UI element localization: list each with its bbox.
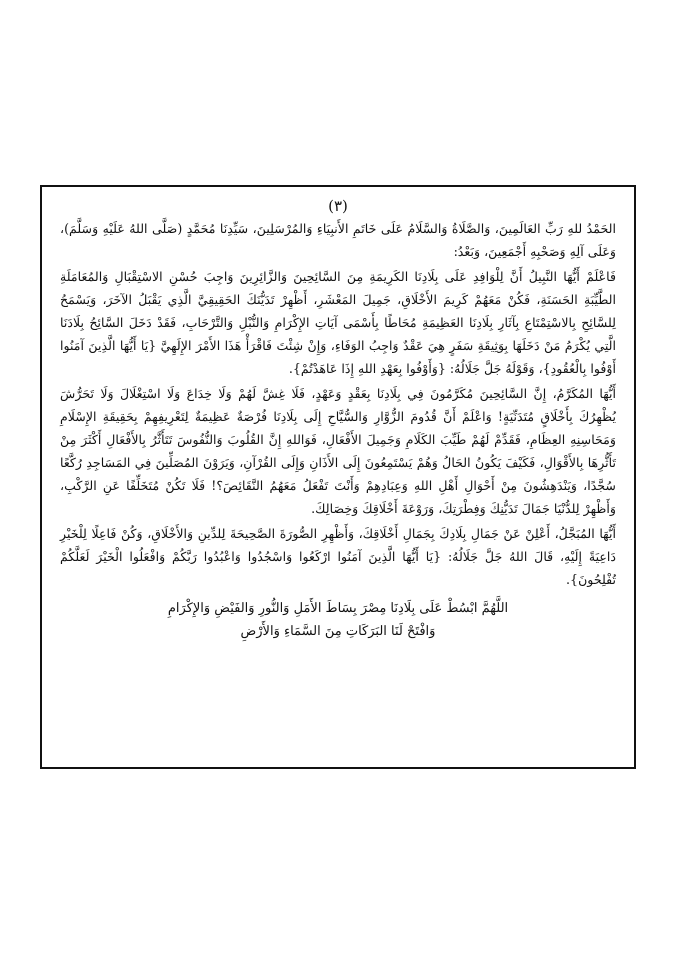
page-number: (٣) [328, 197, 348, 215]
paragraph-venerable: أَيُّهَا المُبَجَّلُ، أَعْلِنْ عَنْ جَمَالِ بِلَادِكَ بِجَمَالِ أَخْلَاقِكَ، وَأَظْهِرِ الصُّورَةَ الصَّحِيحَةَ لِلدِّينِ وَالأَخْلَاقِ، وَكُنْ فَاعِلًا لِلْخَيْرِ دَاعِيَةً إِلَيْهِ، قَالَ اللهُ جَلَّ جَلَالُهُ: {يَا أَيُّهَا الَّذِينَ آمَنُوا ارْكَعُوا وَاسْجُدُوا وَاعْبُدُوا رَبَّكُمْ وَافْعَلُوا الْخَيْرَ لَعَلَّكُمْ تُفْلِحُونَ}. [60, 526, 616, 587]
paragraph-opening: الحَمْدُ للهِ رَبِّ العَالَمِينَ، وَالصَّلَاةُ وَالسَّلَامُ عَلَى خَاتَمِ الأَنبِيَاءِ وَالمُرْسَلِينَ، سَيِّدِنَا مُحَمَّدٍ (صَلَّى اللهُ عَلَيْهِ وَسَلَّمَ)، وَعَلَى آلِهِ وَصَحْبِهِ أَجْمَعِينَ، وَبَعْدُ: [60, 221, 616, 259]
document-frame [40, 185, 636, 769]
closing-prayer [60, 597, 616, 643]
paragraph-honored: أَيُّهَا المُكَرَّمُ، إِنَّ السَّائِحِينَ مُكَرَّمُونَ فِي بِلَادِنَا بِعَقْدٍ وَعَهْدٍ، فَلَا غِشَّ لَهُمْ وَلَا خِدَاعَ وَلَا اسْتِغْلَالَ وَلَا تَحَرُّشَ يُظْهِرُكَ بِأَخْلَاقٍ مُتَدَنِّيَةٍ! وَاعْلَمْ أَنَّ قُدُومَ الزُّوَّارِ وَالسُّيَّاحِ إِلَى بِلَادِنَا فُرْصَةٌ عَظِيمَةٌ لِتَعْرِيفِهِمْ بِحَقِيقَةِ الإِسْلَامِ وَمَحَاسِنِهِ العِظَامِ، فَقَدِّمْ لَهُمْ طَيِّبَ الكَلَامِ وَجَمِيلَ الأَفْعَالِ، فَوَاللهِ إِنَّ القُلُوبَ وَالنُّفُوسَ تَتَأَثَّرُ بِالأَفْعَالِ أَكْثَرَ مِنْ تَأَثُّرِهَا بِالأَقْوَالِ، فَكَيْفَ يَكُونُ الحَالُ وَهُمْ يَسْتَمِعُونَ إِلَى الأَذَانِ وَإِلَى القُرْآنِ، وَيَرَوْنَ المُصَلِّينَ فِي المَسَاجِدِ رُكَّعًا سُجَّدًا، وَيَنْدَهِشُونَ مِنْ أَحْوَالِ أَهْلِ اللهِ وَعِبَادِهِمْ وَأَنْتَ تَفْعَلُ مَعَهُمُ النَّقَائِصَ؟! فَلَا تَكُنْ مُتَخَلِّفًا عَنِ الرَّكْبِ، وَأَظْهِرْ لِلدُّنْيَا جَمَالَ تَدَيُّنِكَ وَفِطْرَتِكَ، وَرَوْعَةَ أَخْلَاقِكَ وَخِصَالِكَ. [60, 386, 616, 516]
body-text [60, 217, 616, 591]
prayer-line: وَافْتَحْ لَنَا البَرَكَاتِ مِنَ السَّمَاءِ وَالأَرْضِ [240, 624, 436, 639]
prayer-line: اللَّهُمَّ ابْسُطْ عَلَى بِلَادِنَا مِصْرَ بِسَاطَ الأَمَلِ وَالنُّورِ وَالفَيْضِ وَالإِكْرَامِ [167, 601, 509, 616]
paragraph-visitors: فَاعْلَمْ أَيُّهَا النَّبِيلُ أَنَّ لِلْوَافِدِ عَلَى بِلَادِنَا الكَرِيمَةِ مِنَ السَّائِحِينَ وَالزَّائِرِينَ وَاجِبَ حُسْنِ الاسْتِقْبَالِ وَالمُعَامَلَةِ الطَّيِّبَةِ الحَسَنَةِ، فَكُنْ مَعَهُمْ كَرِيمَ الأَخْلَاقِ، جَمِيلَ المَعْشَرِ، أَظْهِرْ تَدَيُّنَكَ الحَقِيقِيَّ الَّذِي يَقْبَلُ الآخَرَ، وَيَسْمَحُ لِلسَّائِحِ بِالاسْتِمْتَاعِ بِآثَارِ بِلَادِنَا العَظِيمَةِ مُحَاطًا بِأَسْمَى آيَاتِ الإِكْرَامِ وَالنُّبْلِ وَالتَّرْحَابِ، فَقَدْ دَخَلَ السَّائِحُ بِلَادَنَا الَّتِي يُكْرَمُ مَنْ دَخَلَهَا بِوَثِيقَةِ سَفَرٍ هِيَ عَقْدٌ وَاجِبُ الوَفَاءِ، وَإِنْ شِئْتَ فَاقْرَأْ هَذَا الأَمْرَ الإِلَهِيَّ {يَا أَيُّهَا الَّذِينَ آمَنُوا أَوْفُوا بِالْعُقُودِ}، وَقَوْلَهُ جَلَّ جَلَالُهُ: {وَأَوْفُوا بِعَهْدِ اللهِ إِذَا عَاهَدْتُمْ}. [60, 269, 616, 376]
